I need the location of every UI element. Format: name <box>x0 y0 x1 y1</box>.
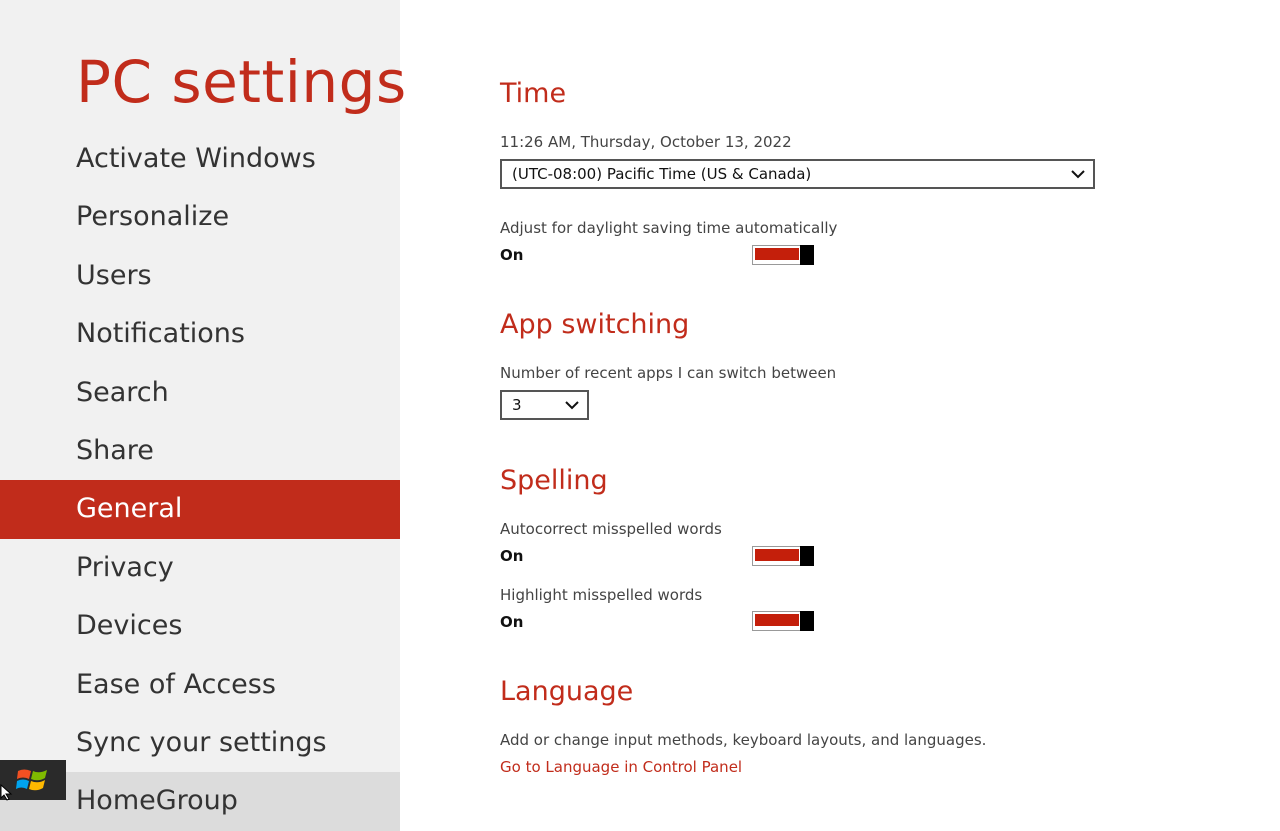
chevron-down-icon <box>1071 161 1085 187</box>
mouse-pointer-icon <box>0 784 14 800</box>
nav-item-homegroup[interactable]: HomeGroup <box>0 772 400 830</box>
windows-logo-icon <box>16 765 50 795</box>
highlight-toggle[interactable] <box>752 611 814 631</box>
language-heading: Language <box>500 676 634 707</box>
recent-apps-dropdown[interactable] <box>500 390 589 420</box>
nav-item-general[interactable]: General <box>0 480 400 538</box>
nav-item-ease-of-access[interactable]: Ease of Access <box>76 668 276 700</box>
nav-item-sync-settings[interactable]: Sync your settings <box>76 726 327 758</box>
nav-item-notifications[interactable]: Notifications <box>76 318 245 350</box>
dst-label: Adjust for daylight saving time automatically <box>500 219 838 237</box>
recent-apps-value: 3 <box>512 396 522 414</box>
app-switching-heading: App switching <box>500 309 690 340</box>
chevron-down-icon <box>565 392 579 418</box>
highlight-label: Highlight misspelled words <box>500 586 703 604</box>
spelling-heading: Spelling <box>500 465 608 496</box>
dst-state: On <box>500 246 524 264</box>
autocorrect-label: Autocorrect misspelled words <box>500 520 722 538</box>
toggle-fill <box>755 549 799 561</box>
language-description: Add or change input methods, keyboard layouts, and languages. <box>500 731 987 749</box>
nav-item-devices[interactable]: Devices <box>76 610 183 642</box>
nav-item-activate-windows[interactable]: Activate Windows <box>76 143 316 174</box>
dst-toggle[interactable] <box>752 245 814 265</box>
time-heading: Time <box>500 78 567 109</box>
language-control-panel-link[interactable]: Go to Language in Control Panel <box>500 758 743 776</box>
general-settings-pane <box>500 0 1260 800</box>
highlight-state: On <box>500 613 524 631</box>
current-datetime: 11:26 AM, Thursday, October 13, 2022 <box>500 133 792 151</box>
toggle-thumb[interactable] <box>800 245 814 265</box>
toggle-thumb[interactable] <box>800 611 814 631</box>
toggle-fill <box>755 248 799 260</box>
timezone-dropdown[interactable] <box>500 159 1095 189</box>
autocorrect-state: On <box>500 547 524 565</box>
timezone-value: (UTC-08:00) Pacific Time (US & Canada) <box>512 165 812 183</box>
sidebar <box>0 0 407 817</box>
nav-item-search[interactable]: Search <box>76 376 169 408</box>
autocorrect-toggle[interactable] <box>752 546 814 566</box>
toggle-fill <box>755 614 799 626</box>
recent-apps-label: Number of recent apps I can switch between <box>500 364 837 382</box>
nav-item-personalize[interactable]: Personalize <box>76 201 230 233</box>
toggle-thumb[interactable] <box>800 546 814 566</box>
nav-item-users[interactable]: Users <box>76 259 152 291</box>
app-title: PC settings <box>76 48 407 116</box>
nav-item-share[interactable]: Share <box>76 434 154 466</box>
settings-nav <box>0 130 400 831</box>
nav-item-privacy[interactable]: Privacy <box>76 551 174 583</box>
